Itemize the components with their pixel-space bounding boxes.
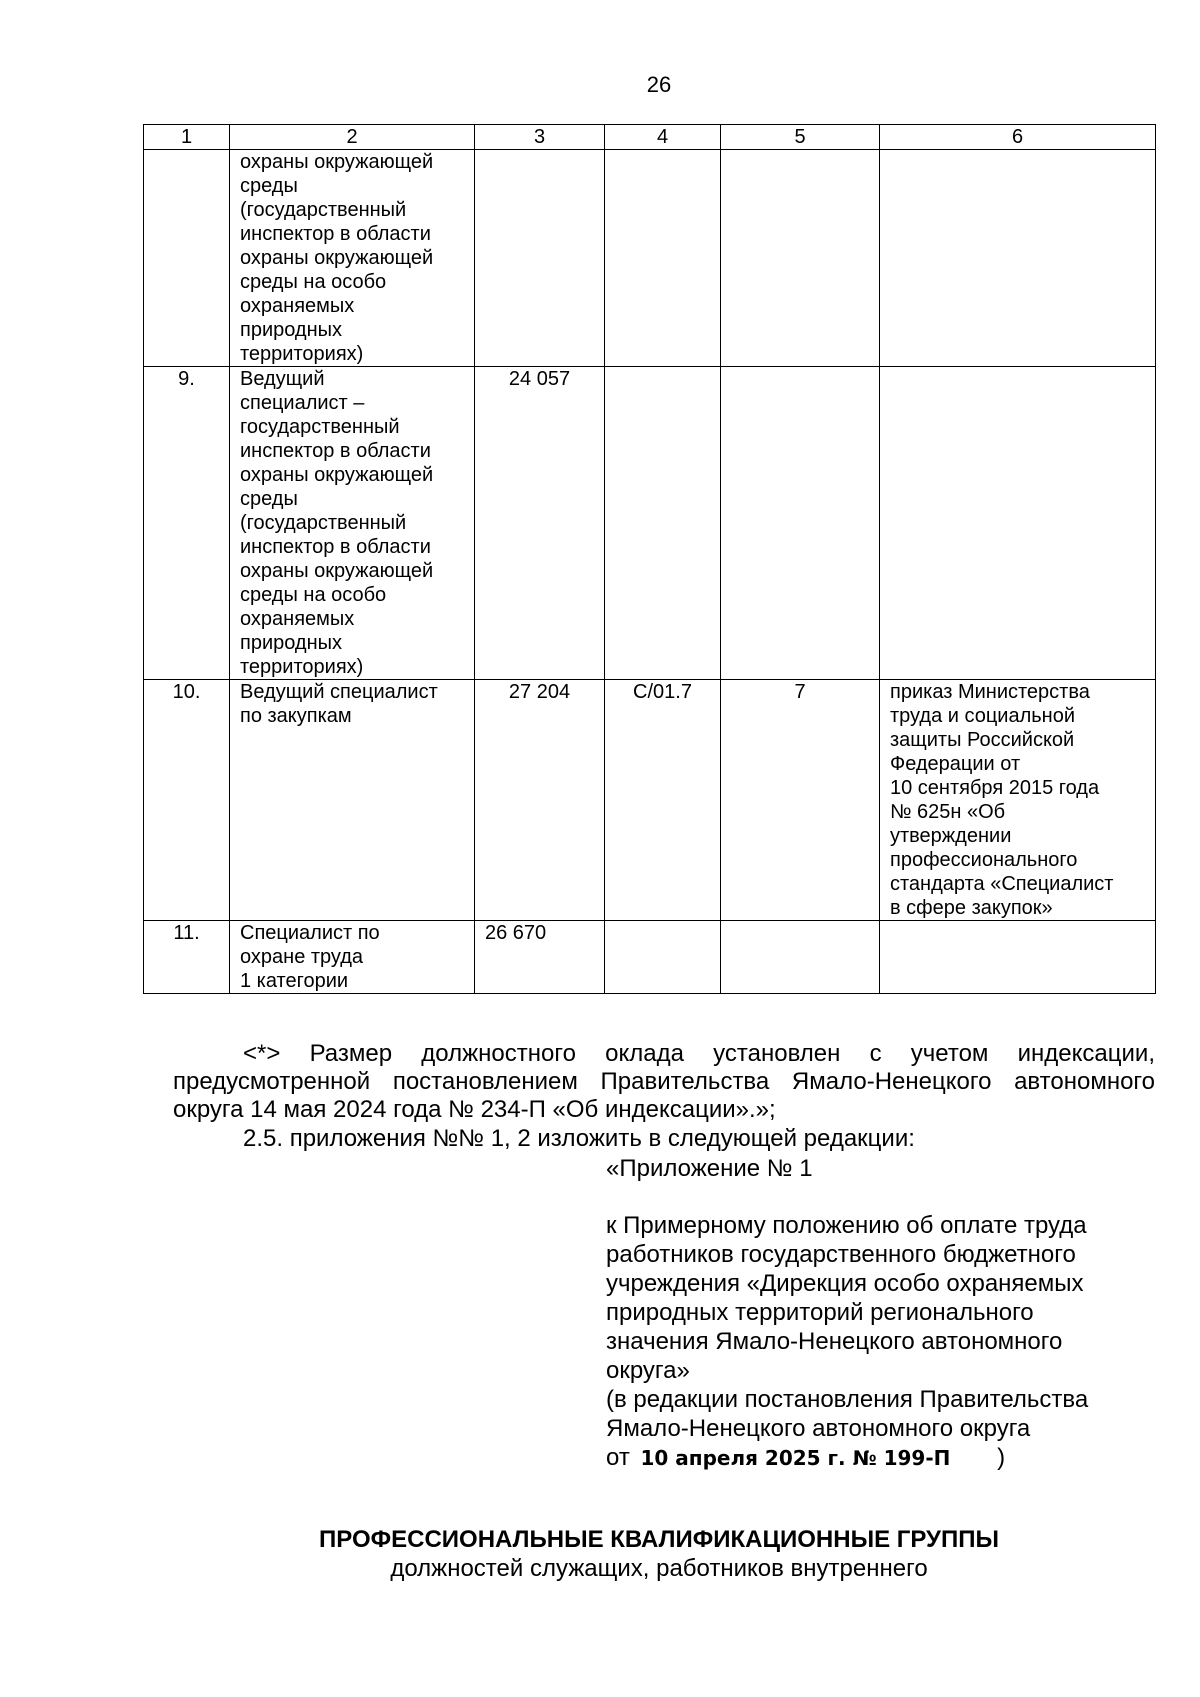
footnote-paragraph: <*> Размер должностного оклада установлен с учетом индексации, предусмотренной постановлением Правительства Ямало-Ненецкого автономного округа 14 мая 2024 года № 234-П «Об индексации».»; [173,1040,1155,1123]
salary-value: 27 204 [475,680,605,921]
function-code: C/01.7 [605,680,721,921]
row-number: 10. [144,680,230,921]
qualification-level [721,921,880,994]
salary-value: 24 057 [475,367,605,680]
qualification-level: 7 [721,680,880,921]
amendment-item: 2.5. приложения №№ 1, 2 изложить в следующей редакции: [243,1125,915,1152]
section-subtitle: должностей служащих, работников внутреннего [390,1555,928,1582]
function-code [605,367,721,680]
date-suffix: ) [997,1444,1006,1471]
legal-basis [880,921,1156,994]
appendix-date-line [606,1443,1166,1473]
legal-basis [880,150,1156,367]
legal-basis [880,367,1156,680]
column-header: 3 [475,125,605,150]
appendix-body: к Примерному положению об оплате труда работников государственного бюджетного учреждения «Дирекция особо охраняемых природных территорий регионального значения Ямало-Ненецкого автономного округа» (в редакции постановления Правительства Ямало-Ненецкого автономного округа [606,1212,1089,1442]
date-prefix: от [606,1444,630,1471]
row-number: 11. [144,921,230,994]
table-row [144,921,1156,994]
page-number: 26 [646,72,672,97]
appendix-header-block [606,1154,1166,1473]
legal-basis: приказ Министерства труда и социальной защиты Российской Федерации от 10 сентября 2015 года № 625н «Об утверждении профессионального стандарта «Специалист в сфере закупок» [880,680,1156,921]
qualification-level [721,150,880,367]
section-title: ПРОФЕССИОНАЛЬНЫЕ КВАЛИФИКАЦИОННЫЕ ГРУППЫ [319,1526,999,1553]
resolution-date-number: 10 апреля 2025 г. № 199-П [640,1446,951,1470]
salary-value [475,150,605,367]
position-title: Ведущий специалист – государственный инспектор в области охраны окружающей среды (государственный инспектор в области охраны окружающей среды на особо охраняемых природных территориях) [230,367,475,680]
appendix-title: «Приложение № 1 [606,1155,813,1182]
column-header: 5 [721,125,880,150]
position-title: Ведущий специалист по закупкам [230,680,475,921]
salary-value: 26 670 [475,921,605,994]
function-code [605,921,721,994]
position-title: охраны окружающей среды (государственный инспектор в области охраны окружающей среды на особо охраняемых природных территориях) [230,150,475,367]
function-code [605,150,721,367]
table-row [144,150,1156,367]
table-header-row [144,125,1156,150]
column-header: 6 [880,125,1156,150]
column-header: 4 [605,125,721,150]
positions-table [143,124,1156,994]
table-row [144,367,1156,680]
table-row [144,680,1156,921]
position-title: Специалист по охране труда 1 категории [230,921,475,994]
row-number [144,150,230,367]
row-number: 9. [144,367,230,680]
column-header: 1 [144,125,230,150]
qualification-level [721,367,880,680]
column-header: 2 [230,125,475,150]
